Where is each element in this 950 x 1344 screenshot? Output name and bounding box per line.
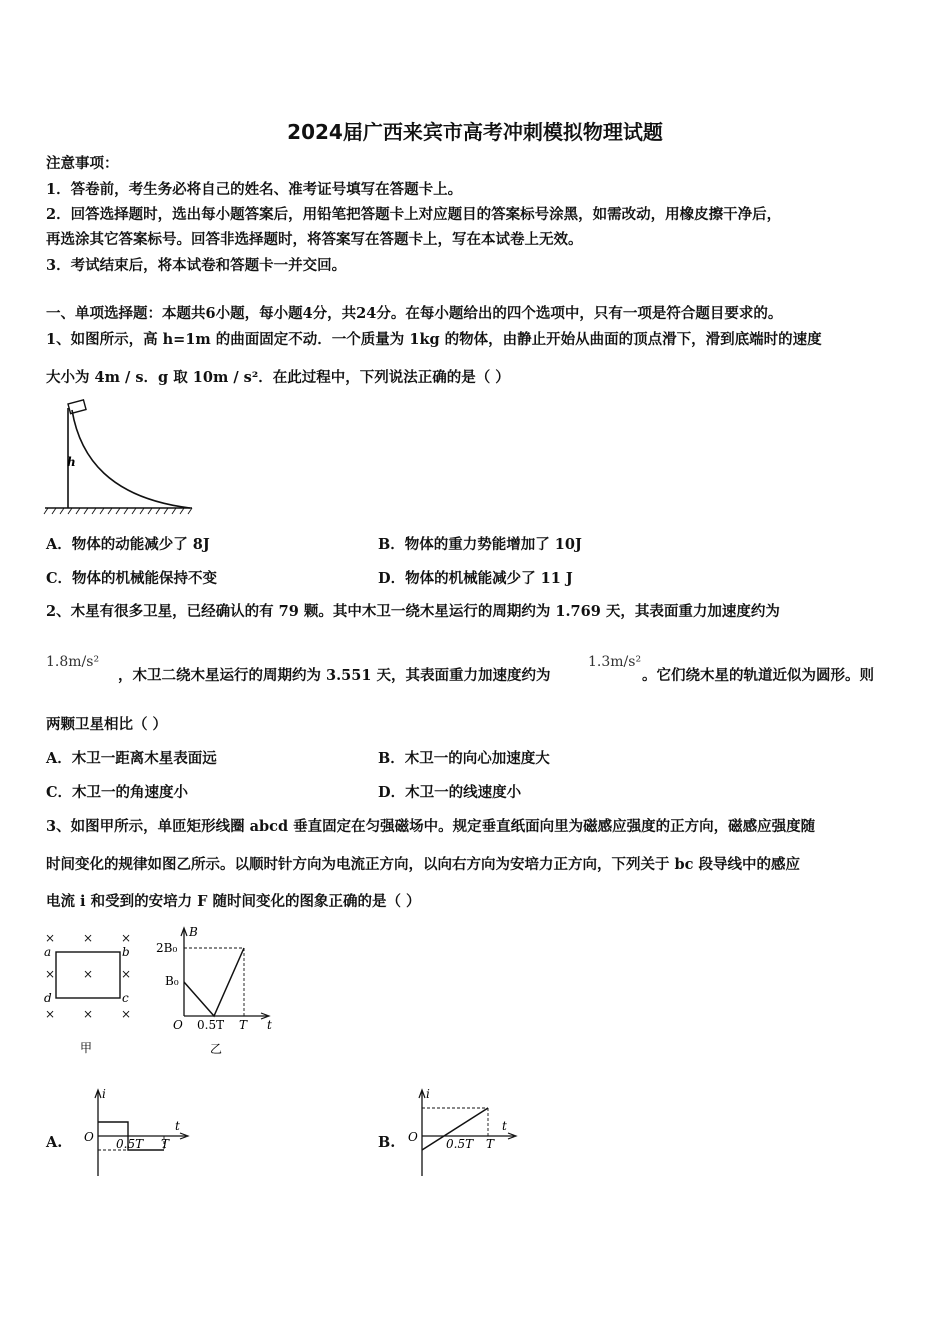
cross-mark: × <box>120 967 132 981</box>
notes-heading: 注意事项： <box>46 155 119 172</box>
corner-a: a <box>44 945 52 959</box>
q3-stem-line3: 电流 i 和受到的安培力 F 随时间变化的图象正确的是（ ） <box>46 893 421 910</box>
notes-item-2-cont: 再选涂其它答案标号。回答非选择题时，将答案写在答题卡上，写在本试卷上无效。 <box>46 231 583 248</box>
q2-stem-line1: 2、木星有很多卫星，已经确认的有 79 颗。其中木卫一绕木星运行的周期约为 1.769 天，其表面重力加速度约为 <box>46 603 780 620</box>
q3-stem-line2: 时间变化的规律如图乙所示。以顺时针方向为电流正方向，以向右方向为安培力正方向，下列关于 bc 段导线中的感应 <box>46 856 801 873</box>
cross-mark: × <box>82 1007 94 1021</box>
yi-tick-half-t: 0.5T <box>197 1018 225 1032</box>
yi-tick-2b0: 2B₀ <box>156 941 178 955</box>
q1-option-d[interactable]: D．物体的机械能减少了 11 J <box>378 570 573 587</box>
q1-option-a[interactable]: A．物体的动能减少了 8J <box>46 536 210 553</box>
q3-option-b-graph[interactable] <box>402 1086 527 1186</box>
notes-item-2: 2．回答选择题时，选出每小题答案后，用铅笔把答题卡上对应题目的答案标号涂黑，如需改动，用橡皮擦干净后， <box>46 206 782 223</box>
corner-d: d <box>44 991 52 1005</box>
cross-mark: × <box>44 967 56 981</box>
b-axis-i: i <box>426 1087 430 1101</box>
cross-mark: × <box>120 1007 132 1021</box>
q3-figure-yi <box>155 922 280 1057</box>
q1-option-b[interactable]: B．物体的重力势能增加了 10J <box>378 536 582 553</box>
fig-jia-caption: 甲 <box>80 1041 93 1055</box>
notes-item-3: 3．考试结束后，将本试卷和答题卡一并交回。 <box>46 257 347 274</box>
page-title: 2024届广西来宾市高考冲刺模拟物理试题 <box>287 120 663 144</box>
q1-stem-line2: 大小为 4m / s．g 取 10m / s²．在此过程中，下列说法正确的是（ ） <box>46 369 510 386</box>
q3-figure-jia <box>40 926 140 1056</box>
q2-option-c[interactable]: C．木卫一的角速度小 <box>46 784 189 801</box>
q3-stem-line1: 3、如图甲所示，单匝矩形线圈 abcd 垂直固定在匀强磁场中。规定垂直纸面向里为磁感应强度的正方向，磁感应强度随 <box>46 818 816 835</box>
a-axis-t: t <box>175 1119 180 1133</box>
corner-b: b <box>122 945 130 959</box>
cross-mark: × <box>82 931 94 945</box>
yi-axis-t: t <box>267 1018 272 1032</box>
notes-item-1: 1．答卷前，考生务必将自己的姓名、准考证号填写在答题卡上。 <box>46 181 463 198</box>
q2-stem-line3: 两颗卫星相比（ ） <box>46 716 168 733</box>
b-axis-t: t <box>502 1119 507 1133</box>
cross-mark: × <box>120 931 132 945</box>
q2-option-b[interactable]: B．木卫一的向心加速度大 <box>378 750 550 767</box>
yi-axis-b: B <box>189 925 198 939</box>
q2-stem-line2-end: 。它们绕木星的轨道近似为圆形。则 <box>642 667 874 684</box>
a-axis-i: i <box>102 1087 106 1101</box>
q1-option-c[interactable]: C．物体的机械能保持不变 <box>46 570 218 587</box>
q2-value-1: 1.8m/s² <box>46 654 100 670</box>
q3-option-b-label[interactable]: B. <box>378 1134 396 1151</box>
fig-yi-caption: 乙 <box>210 1042 223 1056</box>
yi-origin: O <box>173 1018 183 1032</box>
q2-value-2: 1.3m/s² <box>588 654 642 670</box>
a-tick-half-t: 0.5T <box>116 1137 144 1151</box>
a-origin: O <box>84 1130 94 1144</box>
q2-option-a[interactable]: A．木卫一距离木星表面远 <box>46 750 217 767</box>
q1-curve-figure <box>40 398 200 518</box>
b-origin: O <box>408 1130 418 1144</box>
q3-option-a-graph[interactable] <box>78 1086 198 1186</box>
a-tick-t: T <box>161 1137 170 1151</box>
q2-stem-line2-mid: ，木卫二绕木星运行的周期约为 3.551 天，其表面重力加速度约为 <box>118 667 551 684</box>
yi-tick-b0: B₀ <box>165 974 179 988</box>
cross-mark: × <box>44 1007 56 1021</box>
yi-tick-t: T <box>239 1018 248 1032</box>
cross-mark: × <box>82 967 94 981</box>
q1-stem-line1: 1、如图所示，高 h=1m 的曲面固定不动．一个质量为 1kg 的物体，由静止开始从曲面的顶点滑下，滑到底端时的速度 <box>46 331 822 348</box>
cross-mark: × <box>44 931 56 945</box>
b-tick-half-t: 0.5T <box>446 1137 474 1151</box>
q1-height-label: h <box>67 455 76 469</box>
section-heading: 一、单项选择题：本题共6小题，每小题4分，共24分。在每小题给出的四个选项中，只有一项是符合题目要求的。 <box>46 305 783 322</box>
q2-option-d[interactable]: D．木卫一的线速度小 <box>378 784 522 801</box>
corner-c: c <box>122 991 129 1005</box>
q3-option-a-label[interactable]: A. <box>46 1134 63 1151</box>
b-tick-t: T <box>486 1137 495 1151</box>
